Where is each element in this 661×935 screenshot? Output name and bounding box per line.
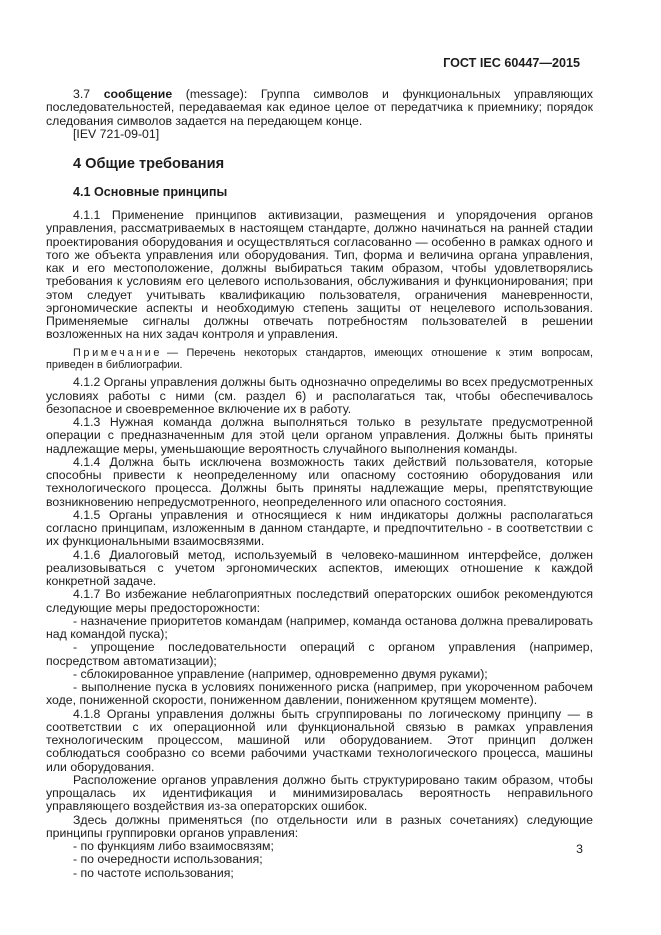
subsection-4-1-heading: 4.1 Основные принципы — [73, 185, 228, 199]
paragraph-4-1-8: 4.1.8 Органы управления должны быть сгруппированы по логическому принципу — в соответствии с их операционной или функциональной связью в рамках управления технологическим процессом, машиной или оборудованием. Этот принцип должен соблюдаться сообразно со всеми рабочими участками технологического процесса, машины или оборудования. — [46, 706, 593, 774]
paragraph-4-1-8-continuation: Расположение органов управления должно быть структурировано таким образом, чтобы упрощалась их идентификация и минимизировалась вероятность неправильного управляющего воздействия из-за операторских ошибок. — [46, 772, 593, 814]
paragraph-4-1-5: 4.1.5 Органы управления и относящиеся к ним индикаторы должны располагаться согласно принципам, изложенным в данном стандарте, и предпочтительно - в соответствии с их функциональными взаимосвязями. — [46, 507, 593, 549]
list-item: - по частоте использования; — [73, 865, 234, 880]
list-item: - выполнение пуска в условиях пониженного риска (например, при укороченном рабочем ходе, пониженной скорости, пониженном давлении, пониженном крутящем моменте). — [46, 680, 593, 708]
list-item: - упрощение последовательности операций с органом управления (например, посредством автоматизации); — [46, 640, 593, 668]
note-label: Примечание — [73, 346, 163, 359]
paragraph-4-1-6: 4.1.6 Диалоговый метод, используемый в человеко-машинном интерфейсе, должен реализовываться с учетом эргономических аспектов, имеющих отношение к каждой конкретной задаче. — [46, 547, 593, 589]
paragraph-4-1-1: 4.1.1 Применение принципов активизации, размещения и упорядочения органов управления, рассматриваемых в настоящем стандарте, должно начинаться на ранней стадии проектирования оборудования и осуществляться согласованно — особенно в рамках одного и того же объекта управления или оборудования. Тип, форма и величина органа управления, как и его местоположение, должны выбираться таким образом, чтобы удовлетворялись требования к условиям его целевого использования, обслуживания и функционирования; при этом следует учитывать квалификацию пользователя, ограничения маневренности, эргономические аспекты и необходимую степень защиты от нецелевого использования. Применяемые сигналы должны отвечать потребностям пользователей в решении возложенных на них задач контроля и управления. — [46, 208, 593, 342]
paragraph-4-1-7: 4.1.7 Во избежание неблагоприятных последствий операторских ошибок рекомендуются следующие меры предосторожности: — [46, 587, 593, 615]
running-header: ГОСТ IEC 60447—2015 — [443, 56, 580, 70]
definition-number: 3.7 — [73, 87, 91, 101]
definition-3-7 — [46, 88, 593, 128]
text-block — [46, 0, 593, 880]
note-text: — Перечень некоторых стандартов, имеющих отношение к этим вопросам, приведен в библиографии. — [46, 346, 593, 371]
list-item: - по функциям либо взаимосвязям; — [73, 839, 274, 854]
list-item: - назначение приоритетов командам (например, команда останова должна превалировать над командой пуска); — [46, 613, 593, 642]
definition-body: (message): Группа символов и функциональных управляющих последовательностей, передаваемая как единое целое от передатчика к приемнику; порядок следования символов задается на передающем конце. — [46, 87, 594, 128]
list-item: - по очередности использования; — [73, 852, 263, 867]
definition-term: сообщение — [103, 87, 173, 101]
section-4-heading: 4 Общие требования — [73, 156, 225, 172]
iev-reference: [IEV 721-09-01] — [73, 126, 160, 141]
paragraph-4-1-8-grouping-intro: Здесь должны применяться (по отдельности или в разных сочетаниях) следующие принципы группировки органов управления: — [46, 812, 593, 840]
paragraph-4-1-3: 4.1.3 Нужная команда должна выполняться только в результате предусмотренной операции с предназначенным для этой цели органом управления. Должны быть приняты надлежащие меры, уменьшающие вероятность случайного выполнения команды. — [46, 415, 593, 456]
list-item: - сблокированное управление (например, одновременно двумя руками); — [73, 666, 488, 681]
page-number: 3 — [576, 842, 583, 856]
note-paragraph — [46, 347, 593, 372]
paragraph-4-1-4: 4.1.4 Должна быть исключена возможность таких действий пользователя, которые способны привести к неопределенному или опасному состоянию оборудования или технологического процесса. Должны быть приняты надлежащие меры, препятствующие возникновению непредусмотренного, неопределенного или опасного состояния. — [46, 454, 593, 509]
paragraph-4-1-2: 4.1.2 Органы управления должны быть однозначно определимы во всех предусмотренных условиях работы с ними (см. раздел 6) и располагаться так, чтобы обеспечивалось безопасное и своевременное включение их в работу. — [46, 375, 593, 416]
